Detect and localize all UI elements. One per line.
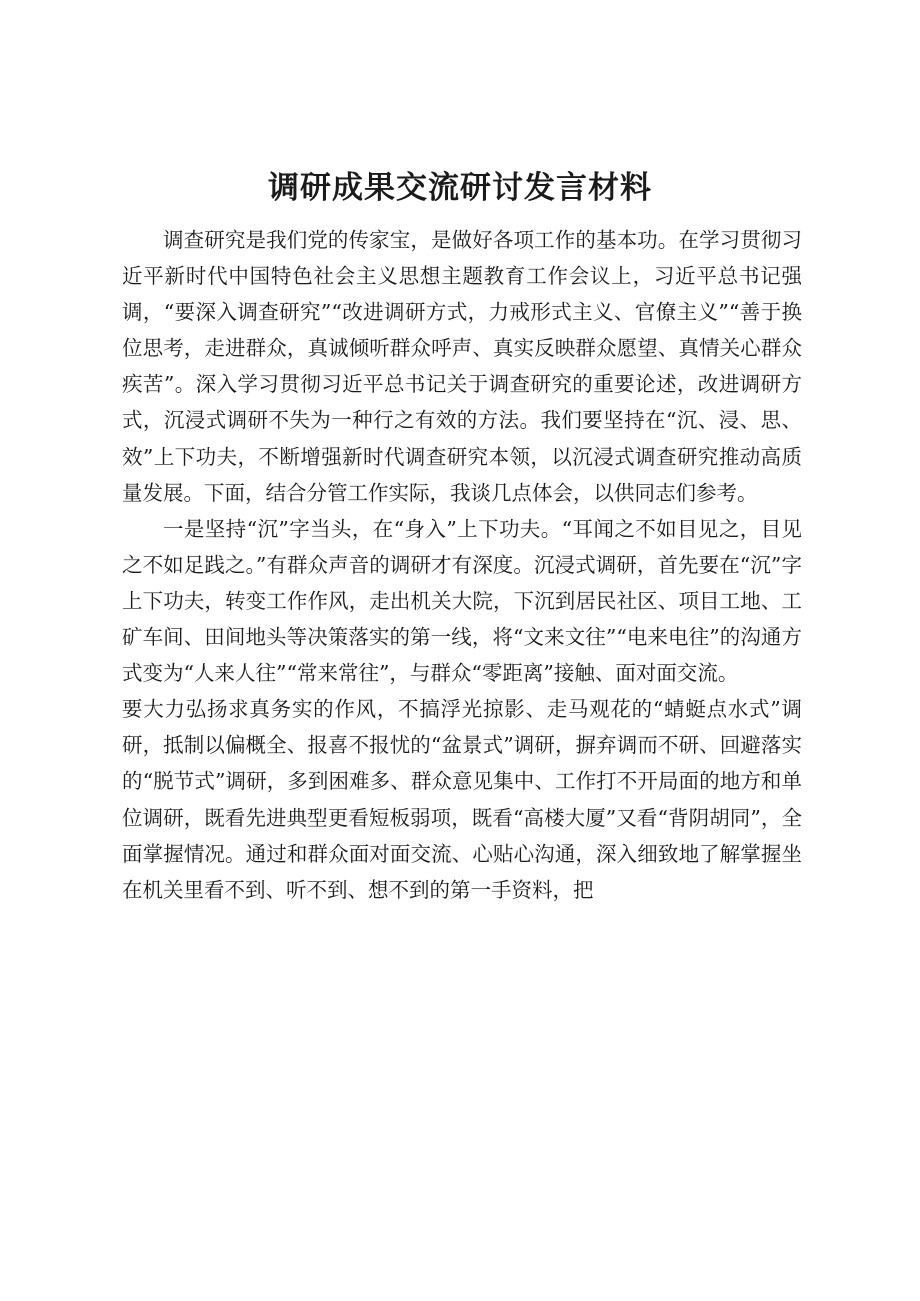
document-body <box>122 222 802 908</box>
paragraph-intro: 调查研究是我们党的传家宝，是做好各项工作的基本功。在学习贯彻习近平新时代中国特色社会主义思想主题教育工作会议上，习近平总书记强调，“要深入调查研究”“改进调研方式，力戒形式主义、官僚主义”“善于换位思考，走进群众，真诚倾听群众呼声、真实反映群众愿望、真情关心群众疾苦”。深入学习贯彻习近平总书记关于调查研究的重要论述，改进调研方式，沉浸式调研不失为一种行之有效的方法。我们要坚持在“沉、浸、思、效”上下功夫，不断增强新时代调查研究本领，以沉浸式调查研究推动高质量发展。下面，结合分管工作实际，我谈几点体会，以供同志们参考。 <box>122 228 802 505</box>
paragraph-point-one: 一是坚持“沉”字当头，在“身入”上下功夫。“耳闻之不如目见之，目见之不如足践之。”有群众声音的调研才有深度。沉浸式调研，首先要在“沉”字上下功夫，转变工作作风，走出机关大院，下沉到居民社区、项目工地、工矿车间、田间地头等决策落实的第一线，将“文来文往”“电来电往”的沟通方式变为“人来人往”“常来常往”，与群众“零距离”接触、面对面交流。 <box>122 516 802 686</box>
document-title: 调研成果交流研讨发言材料 <box>268 170 652 206</box>
paragraph-point-one-continued: 要大力弘扬求真务实的作风，不搞浮光掠影、走马观花的“蜻蜓点水式”调研，抵制以偏概全、报喜不报忧的“盆景式”调研，摒弃调而不研、回避落实的“脱节式”调研，多到困难多、群众意见集中、工作打不开局面的地方和单位调研，既看先进典型更看短板弱项，既看“高楼大厦”又看“背阴胡同”，全面掌握情况。通过和群众面对面交流、心贴心沟通，深入细致地了解掌握坐在机关里看不到、听不到、想不到的第一手资料，把 <box>122 697 802 902</box>
